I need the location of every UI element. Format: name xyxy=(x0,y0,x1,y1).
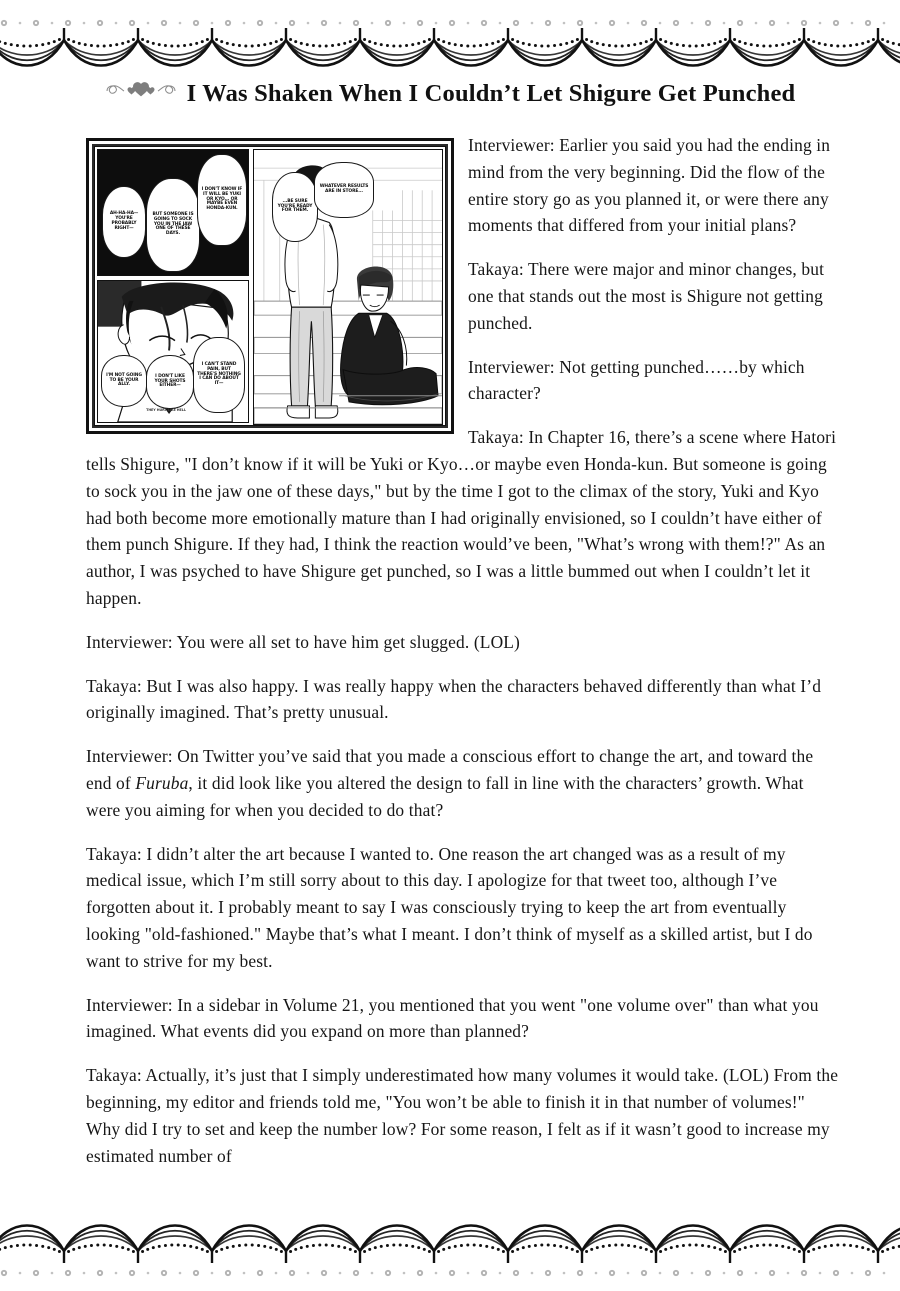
bubble-cant-stand-pain: I CAN'T STAND PAIN, BUT THERE'S NOTHING I CAN DO ABOUT IT— xyxy=(193,337,245,413)
panel-bottom-left xyxy=(97,280,249,423)
bottom-decorative-border xyxy=(0,1215,900,1291)
paragraph-4: Takaya: In Chapter 16, there’s a scene where Hatori tells Shigure, "I don’t know if it will be Yuki or Kyo…or maybe even Honda-kun. But someone is going to sock you in the jaw one of these days," but by the time I got to the climax of the story, Yuki and Kyo had both become more emotionally mature than I had originally envisioned, so I couldn’t have either of them punch Shigure. If they had, I think the reaction would’ve been, "What’s wrong with them!?" As an author, I was psyched to have Shigure get punched, so I was a little bummed out when I couldn’t let it happen. xyxy=(86,427,837,608)
manga-inner-frame xyxy=(94,146,446,426)
heart-flourish-ornament xyxy=(105,78,177,109)
manga-right-column xyxy=(253,149,443,423)
bubble-dont-like-shots: I DON'T LIKE YOUR SHOTS EITHER— xyxy=(146,355,194,409)
panel-right-tall xyxy=(253,149,443,425)
aside-they-hurt: THEY HURT LIKE HELL xyxy=(146,408,186,412)
panel-top-left xyxy=(97,149,249,276)
paragraph-3: Interviewer: Not getting punched……by which character? xyxy=(468,356,805,404)
manga-left-column xyxy=(97,149,249,423)
paragraph-1: Interviewer: Earlier you said you had the ending in mind from the very beginning. Did the flow of the entire story go as you planned it, or were there any moments that differed from your initial plans? xyxy=(468,135,831,236)
bubble-ah-ha-ha: AH-HA-HA— YOU'RE PROBABLY RIGHT— xyxy=(102,186,146,258)
bubble-i-dont-know: I DON'T KNOW IF IT WILL BE YUKI OR KYO... OR MAYBE EVEN HONDA-KUN. xyxy=(197,154,247,246)
paragraph-7-after: , it did look like you altered the design to fall in line with the characters’ growth. What were you aiming for when you decided to do that? xyxy=(86,772,804,820)
page-title-row xyxy=(0,78,900,109)
paragraph-2: Takaya: There were major and minor changes, but one that stands out the most is Shigure not getting punched. xyxy=(468,259,825,333)
page-title: I Was Shaken When I Couldn’t Let Shigure Get Punched xyxy=(186,79,796,107)
paragraph-5: Interviewer: You were all set to have him get slugged. (LOL) xyxy=(86,631,520,652)
scalloped-arch-border-bottom-svg xyxy=(0,1215,900,1291)
paragraph-8: Takaya: I didn’t alter the art because I wanted to. One reason the art changed was as a result of my medical issue, which I’m still sorry about to this day. I apologize for that tweet too, although I’ve forgotten about it. I probably meant to say I was consciously trying to keep the art from eventually looking "old-fashioned." Maybe that’s what I meant. I don’t think of myself as a skilled artist, but I do want to strive for my best. xyxy=(86,843,813,971)
article-body xyxy=(86,132,842,1169)
bubble-be-sure-ready: ...BE SURE YOU'RE READY FOR THEM. xyxy=(272,172,318,242)
bubble-but-someone: BUT SOMEONE IS GOING TO SOCK YOU IN THE JAW ONE OF THESE DAYS. xyxy=(146,178,200,272)
bubble-not-your-ally: I'M NOT GOING TO BE YOUR ALLY. xyxy=(101,355,147,407)
heart-flourish-svg xyxy=(105,78,177,104)
scalloped-swag-border-top-svg xyxy=(0,0,900,76)
manga-excerpt-panel xyxy=(86,138,454,438)
top-decorative-border xyxy=(0,0,900,76)
paragraph-7 xyxy=(86,743,842,823)
paragraph-6: Takaya: But I was also happy. I was really happy when the characters behaved differently than what I’d originally imagined. That’s pretty unusual. xyxy=(86,675,822,723)
bubble-whatever-results: WHATEVER RESULTS ARE IN STORE... xyxy=(314,162,374,218)
paragraph-7-italic-title: Furuba xyxy=(135,772,189,793)
paragraph-9: Interviewer: In a sidebar in Volume 21, you mentioned that you went "one volume over" than what you imagined. What events did you expand on more than planned? xyxy=(86,994,819,1042)
manga-outer-frame xyxy=(86,138,454,434)
paragraph-7-before: Interviewer: On Twitter you’ve said that you made a conscious effort to change the art, and toward the end of xyxy=(86,746,814,793)
paragraph-10: Takaya: Actually, it’s just that I simply underestimated how many volumes it would take. (LOL) From the beginning, my editor and friends told me, "You won’t be able to finish it in that number of volumes!" Why did I try to set and keep the number low? For some reason, I felt as if it wasn’t good to increase my estimated number of xyxy=(86,1065,839,1166)
